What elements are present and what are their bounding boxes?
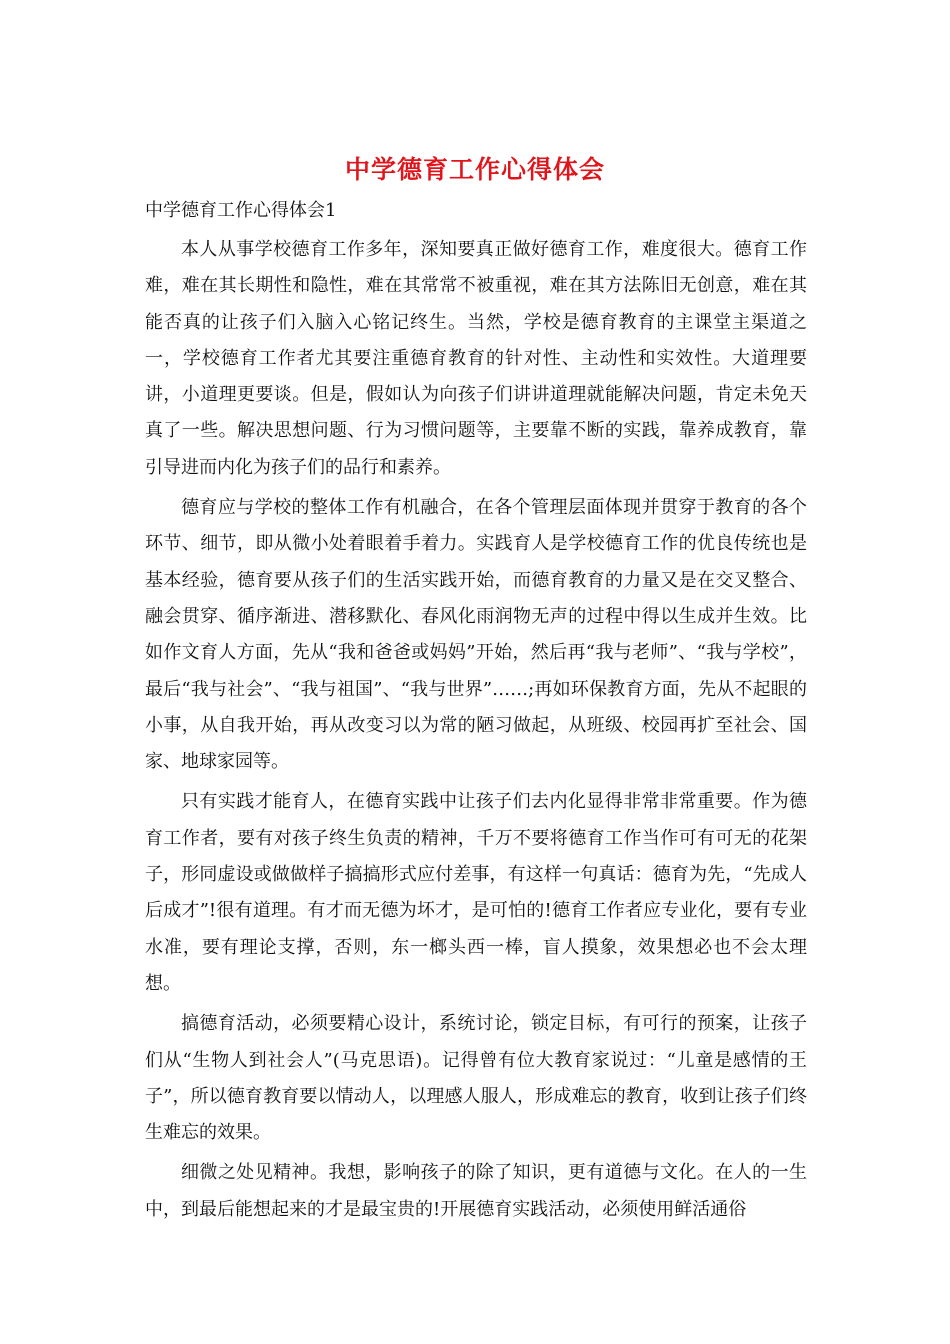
paragraph: 搞德育活动，必须要精心设计，系统讨论，锁定目标，有可行的预案，让孩子们从“生物人到社会人”(马克思语)。记得曾有位大教育家说过：“儿童是感情的王子”，所以德育教育要以情动人，以理感人服人，形成难忘的教育，收到让孩子们终生难忘的效果。 bbox=[145, 1013, 807, 1144]
document-title: 中学德育工作心得体会 bbox=[344, 155, 605, 184]
paragraph: 细微之处见精神。我想，影响孩子的除了知识，更有道德与文化。在人的一生中，到最后能想起来的才是最宝贵的!开展德育实践活动，必须使用鲜活通俗 bbox=[145, 1162, 807, 1220]
paragraph: 只有实践才能育人，在德育实践中让孩子们去内化显得非常非常重要。作为德育工作者，要有对孩子终生负责的精神，千万不要将德育工作当作可有可无的花架子，形同虚设或做做样子搞搞形式应付差事，有这样一句真话：德育为先，“先成人后成才”!很有道理。有才而无德为坏才，是可怕的!德育工作者应专业化，要有专业水准，要有理论支撑，否则，东一榔头西一棒，盲人摸象，效果想必也不会太理想。 bbox=[145, 791, 807, 994]
document-body bbox=[145, 232, 807, 1232]
paragraph: 德育应与学校的整体工作有机融合，在各个管理层面体现并贯穿于教育的各个环节、细节，即从微小处着眼着手着力。实践育人是学校德育工作的优良传统也是基本经验，德育要从孩子们的生活实践开始，而德育教育的力量又是在交叉整合、融会贯穿、循序渐进、潜移默化、春风化雨润物无声的过程中得以生成并生效。比如作文育人方面，先从“我和爸爸或妈妈”开始，然后再“我与老师”、“我与学校”，最后“我与社会”、“我与祖国”、“我与世界”……;再如环保教育方面，先从不起眼的小事，从自我开始，再从改变习以为常的陋习做起，从班级、校园再扩至社会、国家、地球家园等。 bbox=[145, 497, 807, 773]
paragraph: 本人从事学校德育工作多年，深知要真正做好德育工作，难度很大。德育工作难，难在其长期性和隐性，难在其常常不被重视，难在其方法陈旧无创意，难在其能否真的让孩子们入脑入心铭记终生。当然，学校是德育教育的主课堂主渠道之一，学校德育工作者尤其要注重德育教育的针对性、主动性和实效性。大道理要讲，小道理更要谈。但是，假如认为向孩子们讲讲道理就能解决问题，肯定未免天真了一些。解决思想问题、行为习惯问题等，主要靠不断的实践，靠养成教育，靠引导进而内化为孩子们的品行和素养。 bbox=[145, 239, 807, 478]
document-subheading: 中学德育工作心得体会1 bbox=[145, 200, 337, 221]
